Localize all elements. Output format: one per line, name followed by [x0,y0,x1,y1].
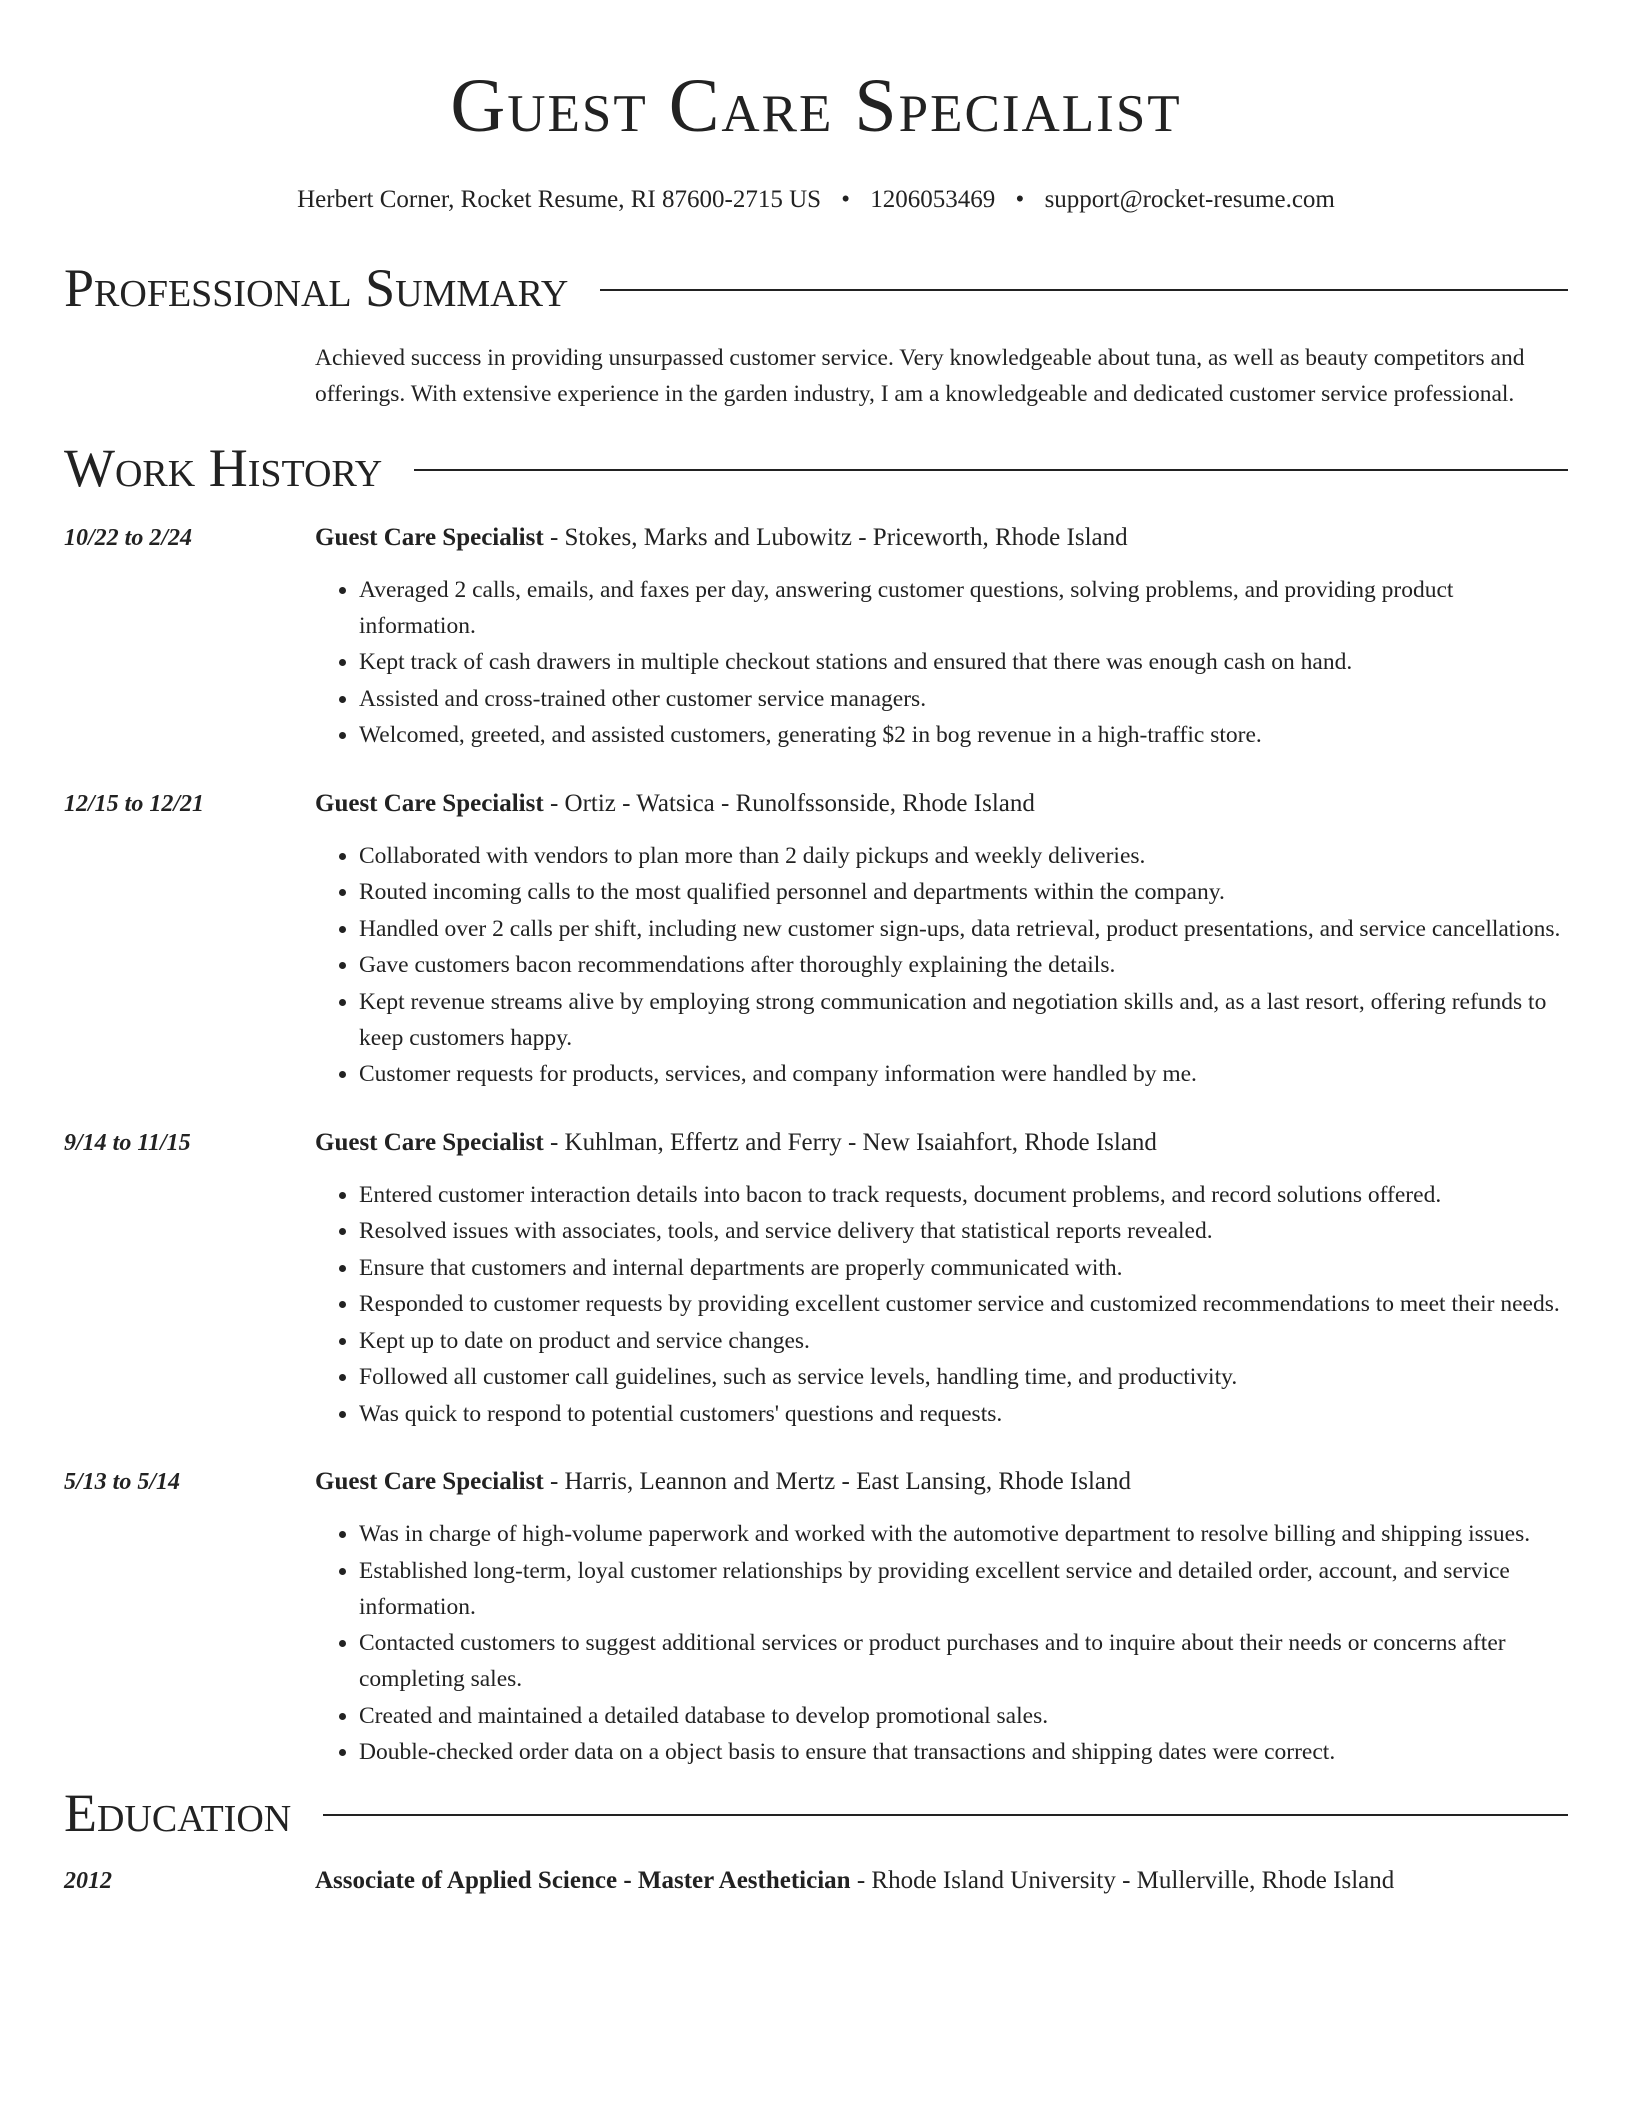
job-dates: 10/22 to 2/24 [64,524,193,551]
job-body [315,1125,1568,1433]
section-divider [414,469,1568,471]
job-bullet: • Kept revenue streams alive by employing strong communication and negotiation skills and, as a last resort, offering refunds to keep customers happy. [359,984,1568,1056]
job-body [315,520,1568,754]
job-bullet: • Assisted and cross-trained other customer service managers. [359,681,1568,717]
contact-separator: • [1015,186,1025,213]
section-title: Education [64,1782,292,1843]
job-heading [315,520,1568,556]
section-heading [64,256,1568,320]
job-employer: - Stokes, Marks and Lubowitz - Priceworth, Rhode Island [543,523,1128,551]
job-dates: 5/13 to 5/14 [64,1469,181,1495]
section-divider [323,1814,1568,1816]
job-bullets [315,1516,1568,1770]
job-employer: - Kuhlman, Effertz and Ferry - New Isaiahfort, Rhode Island [543,1128,1157,1156]
job-role: Guest Care Specialist [315,1128,544,1156]
job-bullet: • Established long-term, loyal customer relationships by providing excellent service and detailed order, account, and service information. [359,1553,1568,1625]
job-bullet: • Handled over 2 calls per shift, including new customer sign-ups, data retrieval, product presentations, and service cancellations. [359,911,1568,947]
contact-address: Herbert Corner, Rocket Resume, RI 87600-2715 US [297,186,822,213]
job-bullet: • Double-checked order data on a object basis to ensure that transactions and shipping dates were correct. [359,1734,1568,1770]
education-list [64,1863,1568,1899]
job-entry [64,1125,1568,1433]
job-body [315,1464,1568,1771]
job-role: Guest Care Specialist [315,1468,544,1495]
job-list [64,520,1568,1771]
job-bullet: • Created and maintained a detailed database to develop promotional sales. [359,1698,1568,1734]
resume-header [64,0,1568,216]
education-school: - Rhode Island University - Mullerville, Rhode Island [850,1866,1395,1894]
job-bullet: • Welcomed, greeted, and assisted customers, generating $2 in bog revenue in a high-traffic store. [359,717,1568,753]
job-bullet: • Customer requests for products, services, and company information were handled by me. [359,1056,1568,1092]
contact-separator: • [841,186,851,213]
work-history-section [64,436,1568,1771]
job-bullet: • Collaborated with vendors to plan more than 2 daily pickups and weekly deliveries. [359,838,1568,874]
professional-summary-section [64,256,1568,412]
section-title: Professional Summary [64,258,569,318]
job-bullet: • Averaged 2 calls, emails, and faxes per day, answering customer questions, solving problems, and providing product information. [359,572,1568,644]
job-heading [315,1125,1568,1161]
job-bullet: • Resolved issues with associates, tools, and service delivery that statistical reports revealed. [359,1213,1568,1249]
job-bullet: • Was in charge of high-volume paperwork and worked with the automotive department to resolve billing and shipping issues. [359,1516,1568,1552]
job-bullet: • Was quick to respond to potential customers' questions and requests. [359,1396,1568,1432]
job-bullets [315,572,1568,754]
job-bullet: • Ensure that customers and internal departments are properly communicated with. [359,1250,1568,1286]
contact-phone: 1206053469 [870,186,996,213]
contact-line [64,184,1568,216]
job-employer: - Ortiz - Watsica - Runolfssonside, Rhode Island [543,789,1035,817]
job-bullet: • Entered customer interaction details into bacon to track requests, document problems, and record solutions offered. [359,1177,1568,1213]
job-dates: 9/14 to 11/15 [64,1129,191,1156]
job-bullets [315,838,1568,1093]
education-heading [315,1863,1394,1899]
section-heading [64,436,1568,500]
job-bullet: • Gave customers bacon recommendations after thoroughly explaining the details. [359,947,1568,983]
job-entry [64,1464,1568,1771]
education-entry [64,1863,1568,1899]
job-bullets [315,1177,1568,1432]
job-dates: 12/15 to 12/21 [64,790,205,817]
job-bullet: • Contacted customers to suggest additional services or product purchases and to inquire about their needs or concerns after completing sales. [359,1625,1568,1697]
section-title: Work History [64,437,383,498]
job-heading [315,786,1568,822]
job-role: Guest Care Specialist [315,523,544,551]
job-bullet: • Followed all customer call guidelines, such as service levels, handling time, and productivity. [359,1359,1568,1395]
summary-text: Achieved success in providing unsurpassed customer service. Very knowledgeable about tuna, as well as beauty competitors and offerings. With extensive experience in the garden industry, I am a knowledgeable and dedicated customer service professional. [315,345,1525,407]
job-entry [64,786,1568,1093]
job-entry [64,520,1568,754]
job-role: Guest Care Specialist [315,789,544,817]
section-heading [64,1781,1568,1845]
education-date: 2012 [64,1867,112,1894]
education-degree: Associate of Applied Science - Master Aesthetician [315,1866,851,1894]
job-bullet: • Responded to customer requests by providing excellent customer service and customized recommendations to meet their needs. [359,1286,1568,1322]
candidate-title: Guest Care Specialist [450,64,1182,148]
contact-email: support@rocket-resume.com [1044,186,1335,213]
job-bullet: • Kept track of cash drawers in multiple checkout stations and ensured that there was enough cash on hand. [359,644,1568,680]
job-bullet: • Kept up to date on product and service changes. [359,1323,1568,1359]
section-divider [600,289,1568,291]
job-body [315,786,1568,1093]
job-heading [315,1464,1568,1500]
education-section [64,1781,1568,1899]
job-employer: - Harris, Leannon and Mertz - East Lansing, Rhode Island [543,1468,1132,1495]
job-bullet: • Routed incoming calls to the most qualified personnel and departments within the company. [359,874,1568,910]
